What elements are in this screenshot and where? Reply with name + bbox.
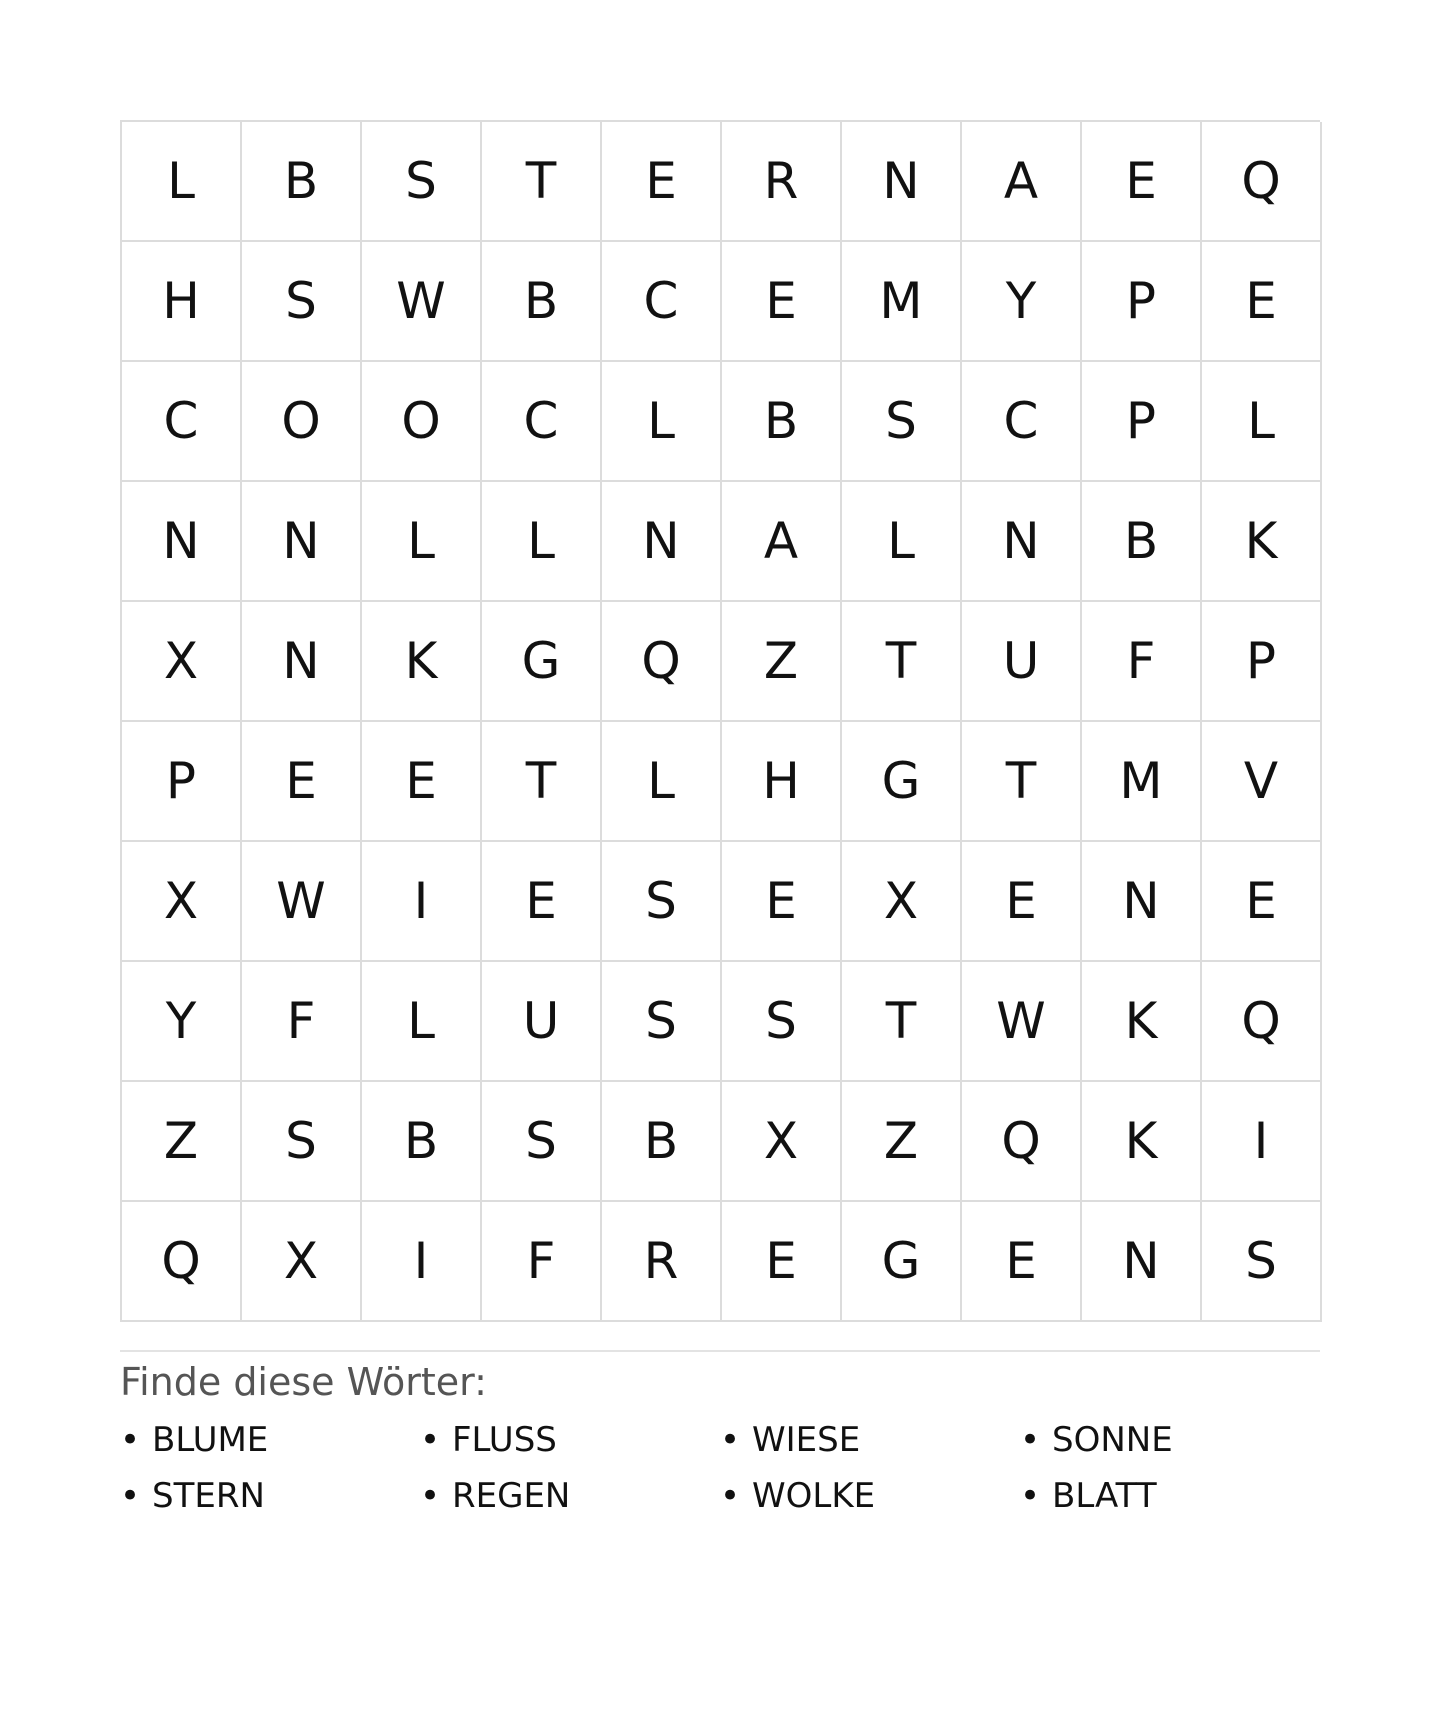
grid-cell[interactable]: H bbox=[722, 722, 842, 842]
grid-cell[interactable]: V bbox=[1202, 722, 1322, 842]
grid-cell[interactable]: E bbox=[962, 1202, 1082, 1322]
word-search-puzzle bbox=[120, 120, 1320, 1518]
grid-cell[interactable]: C bbox=[602, 242, 722, 362]
word-list-item bbox=[1020, 1418, 1320, 1462]
grid-cell[interactable]: Q bbox=[122, 1202, 242, 1322]
grid-cell[interactable]: E bbox=[602, 122, 722, 242]
grid-cell[interactable]: C bbox=[482, 362, 602, 482]
grid-cell[interactable]: B bbox=[362, 1082, 482, 1202]
grid-cell[interactable]: Y bbox=[122, 962, 242, 1082]
word-label: WOLKE bbox=[752, 1476, 876, 1516]
grid-cell[interactable]: E bbox=[482, 842, 602, 962]
grid-cell[interactable]: E bbox=[722, 1202, 842, 1322]
grid-cell[interactable]: P bbox=[1082, 242, 1202, 362]
grid-cell[interactable]: L bbox=[842, 482, 962, 602]
grid-cell[interactable]: M bbox=[842, 242, 962, 362]
grid-cell[interactable]: X bbox=[242, 1202, 362, 1322]
grid-cell[interactable]: P bbox=[122, 722, 242, 842]
grid-cell[interactable]: W bbox=[362, 242, 482, 362]
grid-cell[interactable]: E bbox=[722, 242, 842, 362]
bullet-icon: • bbox=[420, 1420, 441, 1460]
grid-cell[interactable]: E bbox=[962, 842, 1082, 962]
grid-cell[interactable]: A bbox=[962, 122, 1082, 242]
grid-cell[interactable]: H bbox=[122, 242, 242, 362]
bullet-icon: • bbox=[1020, 1420, 1041, 1460]
grid-cell[interactable]: X bbox=[122, 602, 242, 722]
bullet-icon: • bbox=[720, 1476, 741, 1516]
grid-cell[interactable]: P bbox=[1202, 602, 1322, 722]
grid-cell[interactable]: E bbox=[242, 722, 362, 842]
grid-cell[interactable]: L bbox=[602, 722, 722, 842]
grid-cell[interactable]: E bbox=[1202, 842, 1322, 962]
bullet-icon: • bbox=[420, 1476, 441, 1516]
grid-cell[interactable]: S bbox=[482, 1082, 602, 1202]
word-list-item bbox=[420, 1474, 720, 1518]
divider bbox=[120, 1350, 1320, 1352]
grid-cell[interactable]: Q bbox=[602, 602, 722, 722]
grid-cell[interactable]: F bbox=[482, 1202, 602, 1322]
grid-cell[interactable]: I bbox=[1202, 1082, 1322, 1202]
word-label: SONNE bbox=[1052, 1420, 1173, 1460]
grid-cell[interactable]: X bbox=[842, 842, 962, 962]
grid-cell[interactable]: N bbox=[242, 602, 362, 722]
grid-cell[interactable]: K bbox=[1082, 962, 1202, 1082]
grid-cell[interactable]: B bbox=[602, 1082, 722, 1202]
grid-cell[interactable]: Z bbox=[842, 1082, 962, 1202]
word-list-item bbox=[720, 1474, 1020, 1518]
grid-cell[interactable]: E bbox=[1082, 122, 1202, 242]
word-list bbox=[120, 1418, 1320, 1518]
word-list-heading: Finde diese Wörter: bbox=[120, 1360, 487, 1404]
word-label: STERN bbox=[152, 1476, 265, 1516]
word-list-item bbox=[720, 1418, 1020, 1462]
word-label: REGEN bbox=[452, 1476, 571, 1516]
letter-grid bbox=[120, 120, 1320, 1322]
grid-cell[interactable]: C bbox=[962, 362, 1082, 482]
word-list-item bbox=[1020, 1474, 1320, 1518]
grid-cell[interactable]: E bbox=[722, 842, 842, 962]
word-label: BLUME bbox=[152, 1420, 269, 1460]
grid-cell[interactable]: W bbox=[242, 842, 362, 962]
grid-cell[interactable]: C bbox=[122, 362, 242, 482]
grid-cell[interactable]: X bbox=[122, 842, 242, 962]
grid-cell[interactable]: L bbox=[1202, 362, 1322, 482]
grid-cell[interactable]: G bbox=[842, 1202, 962, 1322]
grid-cell[interactable]: Q bbox=[1202, 962, 1322, 1082]
grid-cell[interactable]: L bbox=[362, 482, 482, 602]
grid-cell[interactable]: L bbox=[362, 962, 482, 1082]
grid-cell[interactable]: B bbox=[722, 362, 842, 482]
grid-cell[interactable]: S bbox=[602, 962, 722, 1082]
grid-cell[interactable]: N bbox=[842, 122, 962, 242]
grid-cell[interactable]: Z bbox=[122, 1082, 242, 1202]
grid-cell[interactable]: N bbox=[1082, 842, 1202, 962]
grid-cell[interactable]: K bbox=[362, 602, 482, 722]
grid-cell[interactable]: U bbox=[482, 962, 602, 1082]
grid-cell[interactable]: L bbox=[602, 362, 722, 482]
grid-cell[interactable]: K bbox=[1202, 482, 1322, 602]
grid-cell[interactable]: R bbox=[602, 1202, 722, 1322]
grid-cell[interactable]: A bbox=[722, 482, 842, 602]
grid-cell[interactable]: G bbox=[482, 602, 602, 722]
grid-cell[interactable]: Y bbox=[962, 242, 1082, 362]
bullet-icon: • bbox=[120, 1420, 141, 1460]
word-list-item bbox=[120, 1418, 420, 1462]
grid-cell[interactable]: N bbox=[1082, 1202, 1202, 1322]
grid-cell[interactable]: F bbox=[1082, 602, 1202, 722]
grid-cell[interactable]: Z bbox=[722, 602, 842, 722]
grid-cell[interactable]: K bbox=[1082, 1082, 1202, 1202]
grid-cell[interactable]: E bbox=[362, 722, 482, 842]
grid-cell[interactable]: F bbox=[242, 962, 362, 1082]
word-label: BLATT bbox=[1052, 1476, 1157, 1516]
grid-cell[interactable]: S bbox=[602, 842, 722, 962]
grid-cell[interactable]: E bbox=[1202, 242, 1322, 362]
grid-cell[interactable]: P bbox=[1082, 362, 1202, 482]
word-list-item bbox=[120, 1474, 420, 1518]
grid-cell[interactable]: N bbox=[122, 482, 242, 602]
grid-cell[interactable]: O bbox=[362, 362, 482, 482]
grid-cell[interactable]: B bbox=[1082, 482, 1202, 602]
word-list-item bbox=[420, 1418, 720, 1462]
grid-cell[interactable]: Q bbox=[1202, 122, 1322, 242]
grid-cell[interactable]: N bbox=[962, 482, 1082, 602]
grid-cell[interactable]: X bbox=[722, 1082, 842, 1202]
grid-cell[interactable]: N bbox=[602, 482, 722, 602]
grid-cell[interactable]: S bbox=[1202, 1202, 1322, 1322]
grid-cell[interactable]: I bbox=[362, 1202, 482, 1322]
grid-cell[interactable]: Q bbox=[962, 1082, 1082, 1202]
grid-cell[interactable]: T bbox=[482, 722, 602, 842]
grid-cell[interactable]: S bbox=[722, 962, 842, 1082]
grid-cell[interactable]: T bbox=[482, 122, 602, 242]
bullet-icon: • bbox=[1020, 1476, 1041, 1516]
grid-cell[interactable]: T bbox=[962, 722, 1082, 842]
grid-cell[interactable]: S bbox=[242, 242, 362, 362]
grid-cell[interactable]: N bbox=[242, 482, 362, 602]
word-label: WIESE bbox=[752, 1420, 861, 1460]
grid-cell[interactable]: S bbox=[242, 1082, 362, 1202]
grid-cell[interactable]: I bbox=[362, 842, 482, 962]
grid-cell[interactable]: L bbox=[482, 482, 602, 602]
grid-cell[interactable]: U bbox=[962, 602, 1082, 722]
grid-cell[interactable]: T bbox=[842, 962, 962, 1082]
grid-cell[interactable]: R bbox=[722, 122, 842, 242]
grid-cell[interactable]: G bbox=[842, 722, 962, 842]
grid-cell[interactable]: T bbox=[842, 602, 962, 722]
grid-cell[interactable]: L bbox=[122, 122, 242, 242]
grid-cell[interactable]: B bbox=[482, 242, 602, 362]
grid-cell[interactable]: S bbox=[842, 362, 962, 482]
bullet-icon: • bbox=[720, 1420, 741, 1460]
word-label: FLUSS bbox=[452, 1420, 557, 1460]
grid-cell[interactable]: O bbox=[242, 362, 362, 482]
grid-cell[interactable]: S bbox=[362, 122, 482, 242]
grid-cell[interactable]: W bbox=[962, 962, 1082, 1082]
grid-cell[interactable]: B bbox=[242, 122, 362, 242]
grid-cell[interactable]: M bbox=[1082, 722, 1202, 842]
bullet-icon: • bbox=[120, 1476, 141, 1516]
